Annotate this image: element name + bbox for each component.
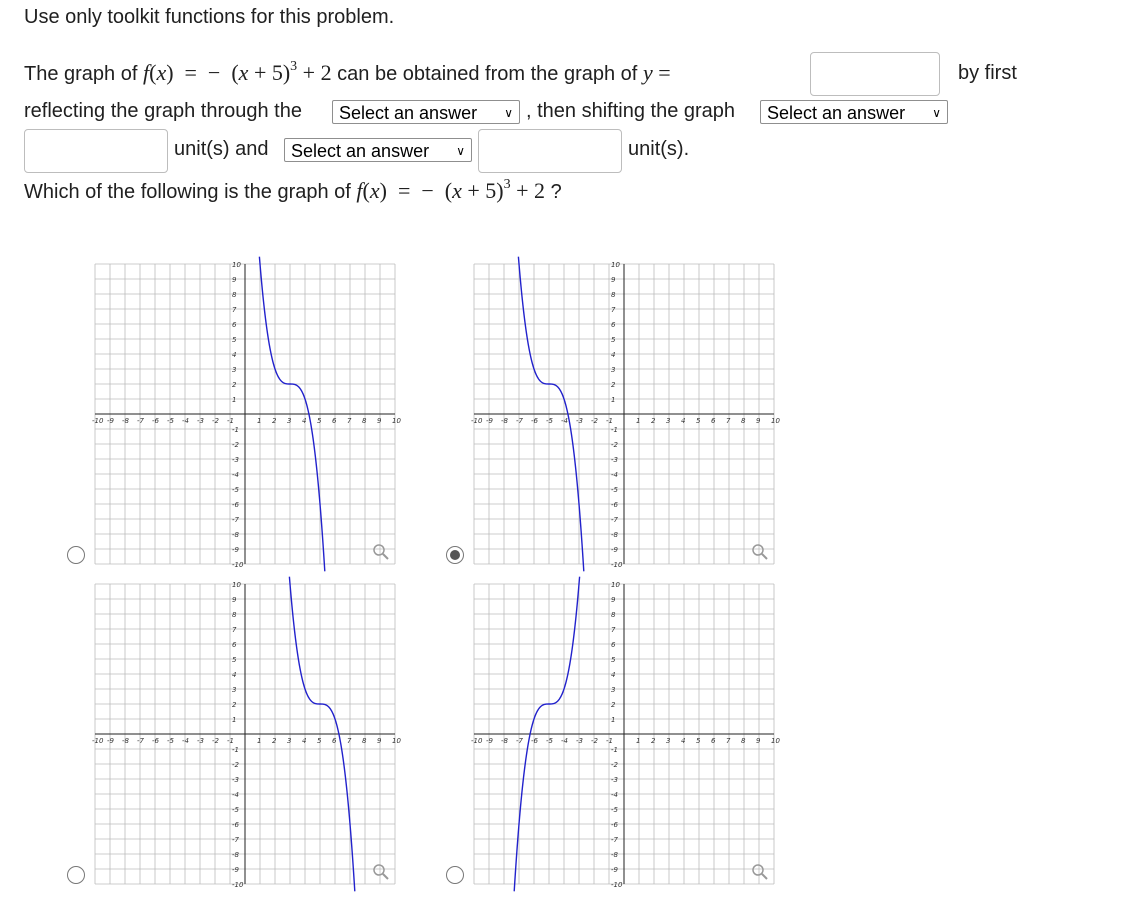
y-tick-label: 5 (611, 656, 616, 664)
x-tick-label: -8 (501, 417, 508, 425)
y-tick-label: -2 (232, 761, 239, 769)
x-tick-label: 1 (257, 737, 262, 745)
x-tick-label: 8 (362, 417, 367, 425)
x-tick-label: -8 (122, 417, 129, 425)
x-tick-label: -2 (212, 417, 219, 425)
y-tick-label: 7 (232, 626, 237, 634)
parent-function-input[interactable] (810, 52, 940, 96)
x-tick-label: 7 (347, 737, 352, 745)
y-tick-label: 9 (232, 276, 237, 284)
question-prefix: The graph of (24, 63, 138, 85)
x-tick-label: -2 (591, 737, 598, 745)
x-tick-label: -6 (152, 417, 159, 425)
x-tick-label: 9 (377, 737, 382, 745)
y-tick-label: -3 (611, 456, 618, 464)
x-tick-label: 7 (347, 417, 352, 425)
x-tick-label: -1 (606, 417, 613, 425)
x-tick-label: -8 (501, 737, 508, 745)
option-a-graph (92, 261, 401, 569)
x-tick-label: 5 (696, 417, 701, 425)
function-expression: f(x) = − $(x + 5)^3 + 2$ (142, 59, 332, 85)
units-end-text: unit(s). (628, 138, 690, 160)
y-tick-label: 8 (611, 291, 616, 299)
x-tick-label: -3 (197, 417, 204, 425)
x-tick-label: -1 (227, 417, 234, 425)
y-tick-label: 8 (611, 611, 616, 619)
y-tick-label: -2 (611, 441, 618, 449)
x-tick-label: -6 (152, 737, 159, 745)
y-tick-label: -8 (232, 851, 239, 859)
y-tick-label: -3 (232, 456, 239, 464)
y-tick-label: -4 (611, 791, 618, 799)
y-tick-label: 9 (611, 276, 616, 284)
x-tick-label: 3 (666, 737, 671, 745)
y-tick-label: 4 (232, 351, 237, 359)
x-tick-label: 3 (287, 417, 292, 425)
x-tick-label: 9 (756, 737, 761, 745)
x-tick-label: -9 (107, 417, 114, 425)
y-tick-label: 8 (232, 611, 237, 619)
y-tick-label: -1 (232, 426, 239, 434)
shift2-direction-select[interactable] (284, 138, 472, 162)
y-tick-label: 3 (611, 366, 616, 374)
x-tick-label: -5 (546, 417, 553, 425)
question-line-2 (24, 178, 562, 204)
option-d-graph (471, 581, 780, 889)
x-tick-label: 10 (771, 417, 780, 425)
option-b-graph (471, 261, 780, 569)
y-tick-label: 10 (611, 261, 620, 269)
shift1-amount-input[interactable] (24, 129, 168, 173)
x-tick-label: 4 (681, 417, 686, 425)
y-tick-label: 5 (232, 336, 237, 344)
y-tick-label: -7 (611, 516, 618, 524)
x-tick-label: 7 (726, 737, 731, 745)
y-tick-label: -4 (232, 791, 239, 799)
x-tick-label: 9 (377, 417, 382, 425)
x-tick-label: 1 (257, 417, 262, 425)
x-tick-label: 10 (392, 417, 401, 425)
x-tick-label: -3 (197, 737, 204, 745)
y-tick-label: 2 (611, 381, 616, 389)
y-tick-label: 9 (611, 596, 616, 604)
y-tick-label: 1 (611, 396, 616, 404)
y-tick-label: 5 (611, 336, 616, 344)
x-tick-label: 6 (711, 737, 716, 745)
y-tick-label: 2 (611, 701, 616, 709)
option-d-radio[interactable] (446, 866, 464, 884)
x-tick-label: -5 (546, 737, 553, 745)
y-tick-label: 6 (611, 321, 616, 329)
y-tick-label: 5 (232, 656, 237, 664)
zoom-icon[interactable] (374, 545, 388, 559)
x-tick-label: -3 (576, 737, 583, 745)
by-first-text: by first (958, 62, 1017, 84)
y-tick-label: 8 (232, 291, 237, 299)
x-tick-label: -10 (471, 737, 483, 745)
instruction-text: Use only toolkit functions for this problem. (24, 6, 395, 28)
x-tick-label: 3 (287, 737, 292, 745)
x-tick-label: 2 (272, 737, 277, 745)
question-middle: can be obtained from the graph of (337, 63, 638, 85)
x-tick-label: 10 (392, 737, 401, 745)
x-tick-label: -2 (212, 737, 219, 745)
x-tick-label: -7 (516, 737, 523, 745)
y-tick-label: 4 (232, 671, 237, 679)
x-tick-label: -4 (182, 737, 189, 745)
x-tick-label: -4 (182, 417, 189, 425)
x-tick-label: -2 (591, 417, 598, 425)
chevron-down-icon: ∨ (932, 106, 941, 120)
x-tick-label: -10 (92, 737, 104, 745)
y-tick-label: -8 (611, 851, 618, 859)
reflection-select-value: Select an answer (339, 103, 478, 123)
x-tick-label: -7 (137, 737, 144, 745)
then-shift-text: , then shifting the graph (526, 100, 736, 122)
function-expression-2: f(x) = − $(x + 5)^3 + 2$ (356, 177, 546, 203)
y-tick-label: -3 (611, 776, 618, 784)
y-tick-label: 3 (232, 686, 237, 694)
y-tick-label: 2 (232, 701, 237, 709)
x-tick-label: 2 (651, 737, 656, 745)
x-tick-label: -4 (561, 737, 568, 745)
x-tick-label: -4 (561, 417, 568, 425)
question-line-1 (24, 60, 671, 86)
x-tick-label: 5 (317, 417, 322, 425)
x-tick-label: 5 (317, 737, 322, 745)
y-tick-label: -4 (232, 471, 239, 479)
y-tick-label: 10 (232, 261, 241, 269)
y-tick-label: -2 (232, 441, 239, 449)
shift2-amount-input[interactable] (478, 129, 622, 173)
units-and-text: unit(s) and (174, 138, 269, 160)
shift1-select-value: Select an answer (767, 103, 906, 123)
y-tick-label: -9 (232, 546, 239, 554)
y-tick-label: 1 (232, 396, 237, 404)
y-tick-label: -6 (611, 501, 618, 509)
x-tick-label: -5 (167, 417, 174, 425)
y-tick-label: -6 (611, 821, 618, 829)
y-tick-label: 2 (232, 381, 237, 389)
option-a-radio[interactable] (67, 546, 85, 564)
y-tick-label: -9 (611, 866, 618, 874)
x-tick-label: 8 (741, 737, 746, 745)
y-tick-label: -9 (232, 866, 239, 874)
y-tick-label: -3 (232, 776, 239, 784)
x-tick-label: -9 (107, 737, 114, 745)
x-tick-label: 4 (681, 737, 686, 745)
x-tick-label: -9 (486, 417, 493, 425)
x-tick-label: 10 (771, 737, 780, 745)
reflecting-text: reflecting the graph through the (24, 100, 302, 122)
x-tick-label: 5 (696, 737, 701, 745)
y-tick-label: 3 (611, 686, 616, 694)
x-tick-label: 1 (636, 417, 641, 425)
reflection-select[interactable] (332, 100, 520, 124)
y-tick-label: 6 (611, 641, 616, 649)
x-tick-label: 7 (726, 417, 731, 425)
x-tick-label: -7 (516, 417, 523, 425)
x-tick-label: -5 (167, 737, 174, 745)
y-tick-label: 6 (232, 641, 237, 649)
shift1-direction-select[interactable] (760, 100, 948, 124)
y-tick-label: 7 (611, 626, 616, 634)
zoom-icon[interactable] (374, 865, 388, 879)
y-tick-label: -10 (611, 561, 623, 569)
question2-suffix: ? (550, 181, 562, 203)
x-tick-label: -8 (122, 737, 129, 745)
y-tick-label: -8 (232, 531, 239, 539)
y-tick-label: -2 (611, 761, 618, 769)
y-tick-label: -10 (611, 881, 623, 889)
y-tick-label: 1 (232, 716, 237, 724)
x-tick-label: -7 (137, 417, 144, 425)
y-tick-label: 10 (232, 581, 241, 589)
x-tick-label: -1 (227, 737, 234, 745)
x-tick-label: 1 (636, 737, 641, 745)
x-tick-label: 6 (332, 737, 337, 745)
x-tick-label: -10 (471, 417, 483, 425)
y-tick-label: 10 (611, 581, 620, 589)
x-tick-label: 8 (741, 417, 746, 425)
y-tick-label: 6 (232, 321, 237, 329)
y-tick-label: -1 (611, 426, 618, 434)
y-tick-label: -4 (611, 471, 618, 479)
x-tick-label: -3 (576, 417, 583, 425)
y-tick-label: -8 (611, 531, 618, 539)
zoom-icon[interactable] (753, 865, 767, 879)
y-tick-label: 4 (611, 671, 616, 679)
option-b-radio[interactable] (446, 546, 464, 564)
y-tick-label: -5 (611, 486, 618, 494)
zoom-icon[interactable] (753, 545, 767, 559)
y-tick-label: 7 (611, 306, 616, 314)
x-tick-label: 4 (302, 417, 307, 425)
x-tick-label: -1 (606, 737, 613, 745)
x-tick-label: 6 (332, 417, 337, 425)
y-tick-label: -6 (232, 501, 239, 509)
x-tick-label: -10 (92, 417, 104, 425)
x-tick-label: 4 (302, 737, 307, 745)
y-tick-label: -5 (232, 486, 239, 494)
y-tick-label: 3 (232, 366, 237, 374)
y-tick-label: -10 (232, 561, 244, 569)
x-tick-label: 3 (666, 417, 671, 425)
x-tick-label: 2 (651, 417, 656, 425)
question2-prefix: Which of the following is the graph of (24, 181, 351, 203)
y-tick-label: -1 (611, 746, 618, 754)
x-tick-label: 9 (756, 417, 761, 425)
y-tick-label: 9 (232, 596, 237, 604)
x-tick-label: -6 (531, 417, 538, 425)
option-c-radio[interactable] (67, 866, 85, 884)
y-tick-label: 1 (611, 716, 616, 724)
option-c-graph (92, 581, 401, 889)
y-tick-label: -6 (232, 821, 239, 829)
x-tick-label: 2 (272, 417, 277, 425)
x-tick-label: 8 (362, 737, 367, 745)
chevron-down-icon: ∨ (504, 106, 513, 120)
y-tick-label: -5 (232, 806, 239, 814)
shift2-select-value: Select an answer (291, 141, 430, 161)
chevron-down-icon: ∨ (456, 144, 465, 158)
y-tick-label: -5 (611, 806, 618, 814)
y-tick-label: -10 (232, 881, 244, 889)
y-tick-label: 4 (611, 351, 616, 359)
x-tick-label: 6 (711, 417, 716, 425)
y-tick-label: -9 (611, 546, 618, 554)
y-tick-label: -7 (232, 516, 239, 524)
x-tick-label: -9 (486, 737, 493, 745)
y-tick-label: -7 (232, 836, 239, 844)
x-tick-label: -6 (531, 737, 538, 745)
y-tick-label: 7 (232, 306, 237, 314)
parent-function-label: y = (642, 60, 671, 85)
y-tick-label: -7 (611, 836, 618, 844)
y-tick-label: -1 (232, 746, 239, 754)
